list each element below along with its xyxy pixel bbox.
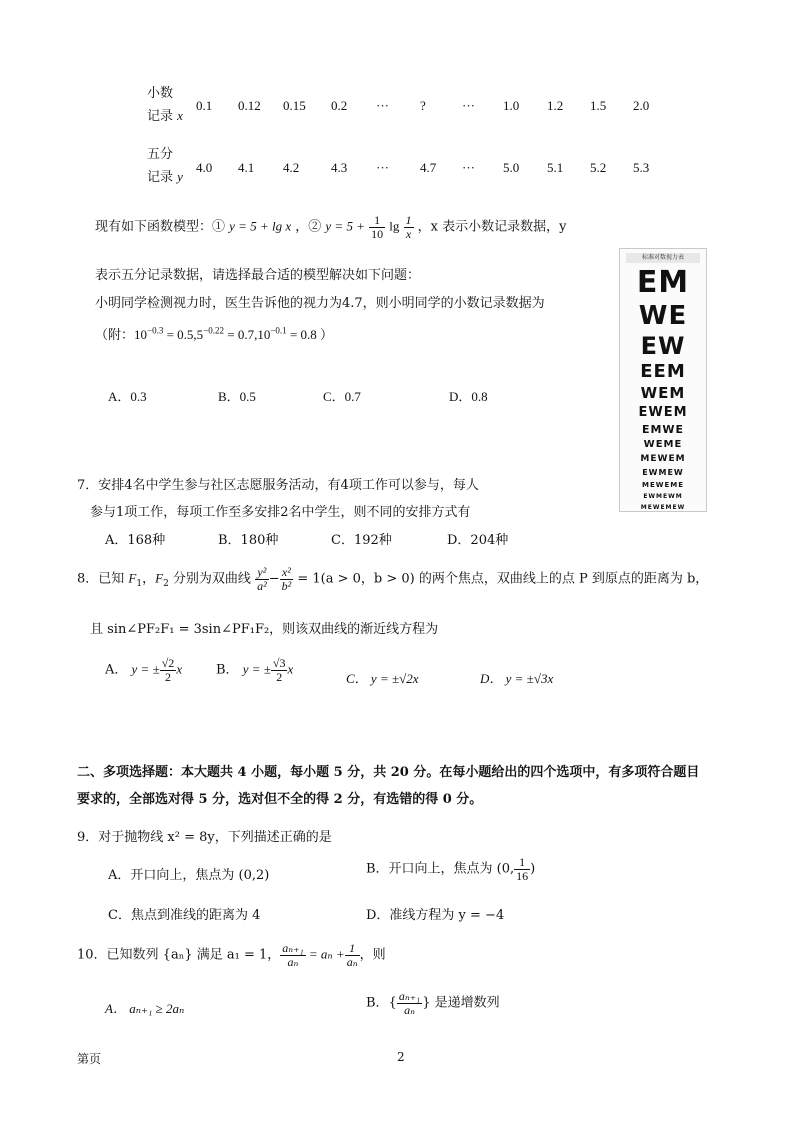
row2-label-line2: 记录 [147, 170, 174, 185]
q6-frac2 [404, 214, 414, 240]
q6-note-b: = 0.5,5 [163, 327, 204, 342]
q6-option-d: D．0.8 [449, 389, 488, 404]
q8-option-a-label: A． [105, 662, 128, 678]
row1-cell: 1.0 [503, 98, 520, 113]
q7-option-b: B．180种 [218, 533, 279, 548]
vision-chart-row: WEM [640, 384, 686, 402]
q10-option-a: A． aₙ₊₁ ≥ 2aₙ [105, 1001, 185, 1016]
q6-note-e2: −0.22 [203, 325, 225, 336]
row2-cell: ··· [462, 160, 475, 175]
row1-cell: 0.2 [331, 98, 348, 113]
q8-frac-y-num: y² [255, 566, 269, 580]
row2-cell: 5.1 [547, 160, 564, 175]
q8-option-a-lhs: y = ± [131, 661, 160, 677]
q8-option-b-num: √3 [272, 656, 286, 670]
vision-chart-row: MEWEME [642, 481, 684, 489]
footer-label: 第页 [77, 1052, 102, 1066]
q6-frac2-den: x [405, 226, 412, 241]
row1-cell: ··· [462, 98, 475, 113]
q8-option-a [105, 657, 182, 683]
q8-a: 8．已知 [77, 571, 129, 587]
vision-chart-row: EWMEWM [643, 493, 683, 500]
q8-option-d: D． y = ±√3x [480, 671, 554, 686]
q6-intro-a: 现有如下函数模型：① [95, 219, 226, 235]
q8-option-a-den: 2 [165, 669, 172, 684]
q8-option-b [216, 657, 293, 683]
row2-cell: 4.0 [196, 160, 213, 175]
q8-frac-x-num: x² [280, 566, 294, 580]
section2-heading-line1: 二、多项选择题：本大题共 4 小题，每小题 5 分，共 20 分。在每小题给出的四个选项中，有多项符合题目 [77, 765, 700, 780]
q10-frac2-num: 1 [345, 942, 360, 956]
row1-cell: 1.2 [547, 98, 564, 113]
row1-cell: 2.0 [633, 98, 650, 113]
q9-option-d: D．准线方程为 y = −4 [366, 908, 505, 923]
row2-var: y [177, 169, 183, 184]
page-number: 2 [397, 1050, 405, 1064]
q10-frac1-num: aₙ₊₁ [282, 941, 304, 955]
row1-cell: 0.12 [238, 98, 261, 113]
q8-frac-y-den: a² [257, 578, 267, 593]
q9-option-b-frac [514, 856, 530, 882]
row2-cell: 4.3 [331, 160, 348, 175]
row2-cell: 4.7 [420, 160, 437, 175]
q8-f2: F [155, 570, 164, 586]
q6-model1: y = 5 + lg x [229, 218, 292, 234]
q9-stem: 9．对于抛物线 x² = 8y，下列描述正确的是 [77, 830, 332, 845]
q6-model2-a: y = 5 + [325, 218, 365, 234]
vision-chart-row: WEME [643, 439, 683, 450]
q10-frac2 [345, 942, 360, 968]
q6-model2-b: lg [389, 218, 400, 234]
q8-frac-x [280, 566, 294, 592]
q10-frac1 [280, 942, 305, 968]
q6-option-c: C．0.7 [323, 389, 361, 404]
q6-frac2-num: 1 [405, 213, 412, 227]
row1-label-line1: 小数 [147, 86, 174, 101]
q10-option-b-b: } 是递增数列 [422, 995, 500, 1011]
q9-option-b-b: ) [530, 861, 536, 877]
q8-option-a-frac [160, 657, 177, 683]
q9-option-b-den: 16 [516, 868, 529, 883]
row1-cell: 1.5 [590, 98, 607, 113]
q8-option-c: C． y = ±√2x [346, 671, 419, 686]
q6-note-e3: −0.1 [270, 325, 287, 336]
q6-note-a: （附：10 [95, 327, 148, 342]
vision-chart-row: MEWEMEW [640, 504, 686, 511]
q6-intro-b: ，x 表示小数记录数据，y [417, 219, 567, 235]
q10-c: ，则 [359, 947, 386, 963]
q9-option-b-num: 1 [514, 856, 530, 870]
section2-heading-line2: 要求的，全部选对得 5 分，选对但不全的得 2 分，有选错的得 0 分。 [77, 792, 483, 807]
row2-cell: 5.3 [633, 160, 650, 175]
q6-note-e1: −0.3 [147, 325, 164, 336]
row2-cell: 5.0 [503, 160, 520, 175]
q6-sep: ，② [295, 219, 322, 235]
vision-chart-image [619, 248, 707, 512]
q8-option-b-label: B． [216, 662, 239, 678]
q9-option-a: A．开口向上，焦点为 (0,2) [108, 868, 270, 883]
row1-values [0, 98, 794, 114]
row1-cell: 0.15 [283, 98, 306, 113]
row2-cell: 4.2 [283, 160, 300, 175]
vision-chart-row: EMWE [641, 423, 685, 436]
q7-line2: 参与1项工作，每项工作至多安排2名中学生，则不同的安排方式有 [90, 505, 471, 520]
q6-note-d: = 0.8 ） [286, 327, 334, 342]
q10-a: 10．已知数列 {aₙ} 满足 a₁ = 1， [77, 947, 281, 963]
q7-option-c: C．192种 [331, 533, 392, 548]
vision-chart-row: EWEM [638, 405, 688, 420]
vision-chart-row: EM [636, 265, 690, 300]
q8-c: 分别为双曲线 [168, 571, 251, 587]
q6-line2: 表示五分记录数据，请选择最合适的模型解决如下问题： [95, 268, 421, 283]
row1-cell: ··· [376, 98, 389, 113]
vision-chart-row: EWMEW [642, 468, 684, 477]
vision-chart-row: EEM [640, 361, 686, 382]
row1-cell: 0.1 [196, 98, 213, 113]
row2-cell: 4.1 [238, 160, 255, 175]
q8-d: = 1(a > 0，b > 0) 的两个焦点，双曲线上的点 P 到原点的距离为 b， [293, 571, 709, 587]
q8-option-b-lhs: y = ± [242, 661, 271, 677]
q10-option-b-a: B．{ [366, 995, 397, 1011]
q10-option-b-num: aₙ₊₁ [398, 989, 421, 1003]
q10-frac2-den: aₙ [346, 954, 358, 969]
q6-frac1 [369, 214, 385, 240]
vision-chart-header: 标准对数视力表 [626, 253, 700, 263]
vision-chart-row: WE [638, 301, 688, 331]
q10-stem [77, 942, 386, 968]
row1-var: x [177, 108, 183, 123]
q10-b: = aₙ + [305, 946, 345, 962]
row2-cell: ··· [376, 160, 389, 175]
row2-cell: 5.2 [590, 160, 607, 175]
q10-frac1-den: aₙ [287, 954, 299, 969]
q6-option-b: B．0.5 [218, 389, 256, 404]
q7-option-d: D．204种 [447, 533, 509, 548]
q8-option-a-var: x [176, 661, 183, 677]
q6-note [95, 324, 333, 343]
q8-option-b-var: x [287, 661, 294, 677]
q6-option-a: A．0.3 [108, 389, 147, 404]
q8-frac-y [255, 566, 269, 592]
q6-note-c: = 0.7,10 [224, 327, 271, 342]
q7-line1: 7．安排4名中学生参与社区志愿服务活动，有4项工作可以参与，每人 [77, 478, 479, 493]
vision-chart-row: EW [640, 332, 686, 360]
q9-option-c: C．焦点到准线的距离为 4 [108, 908, 261, 923]
q8-option-a-num: √2 [161, 656, 175, 670]
q6-intro [95, 214, 566, 240]
q8-frac-x-den: b² [281, 578, 292, 593]
q6-frac1-den: 10 [371, 226, 384, 241]
row2-label-line1: 五分 [147, 147, 174, 162]
q8-option-b-den: 2 [276, 669, 283, 684]
q7-option-a: A．168种 [105, 533, 166, 548]
q10-option-b-den: aₙ [404, 1002, 415, 1017]
q6-frac1-num: 1 [369, 214, 385, 228]
q8-f1: F [128, 570, 137, 586]
row1-label-line2: 记录 [147, 109, 174, 124]
q8-line2: 且 sin∠PF₂F₁ = 3sin∠PF₁F₂，则该双曲线的渐近线方程为 [90, 622, 439, 637]
q6-line3: 小明同学检测视力时，医生告诉他的视力为4.7，则小明同学的小数记录数据为 [95, 296, 545, 311]
row2-values [0, 160, 794, 176]
q9-option-b [366, 856, 535, 882]
row1-cell: ? [420, 98, 426, 113]
vision-chart-row: MEWEM [640, 454, 686, 464]
q8-b: ， [142, 571, 156, 587]
q10-option-b [366, 990, 500, 1016]
q8-minus: − [268, 571, 280, 587]
q9-option-b-a: B．开口向上，焦点为 (0, [366, 861, 515, 877]
q8-stem: 8．已知 $F_1$，$F_2$ 分别为双曲线 $\frac{\text{y²}}{\text{a²}}$ − $\frac{\text{x²}}{\text{b²}}$ = 1(a > 0，b > 0) 的两个焦点，双曲线上的点 P 到原点的距离为 b， [77, 565, 709, 593]
q8-option-b-frac [271, 657, 288, 683]
q10-option-b-frac [397, 990, 422, 1016]
